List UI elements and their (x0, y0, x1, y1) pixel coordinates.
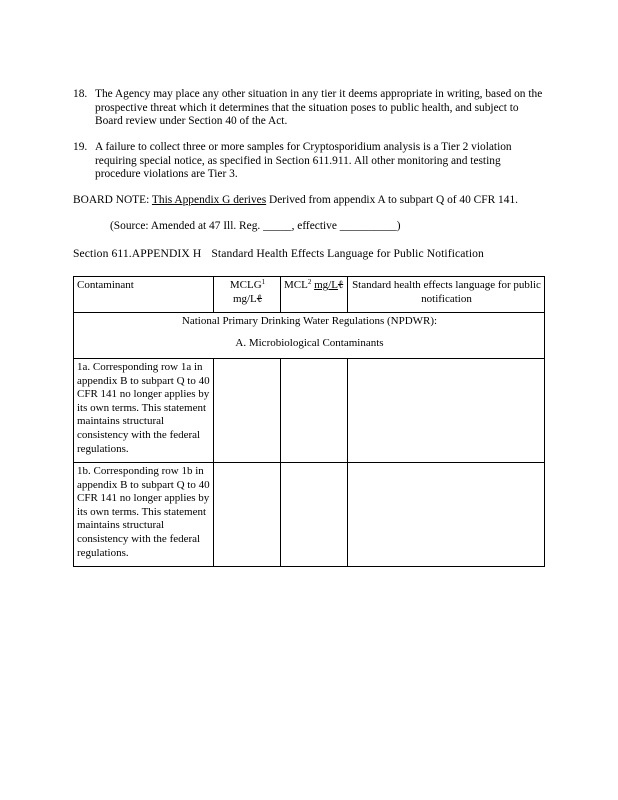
board-note-underlined: This Appendix G derives (151, 194, 267, 206)
mcl-cell (281, 463, 348, 567)
item-number: 19. (73, 141, 88, 153)
item-text: A failure to collect three or more samples for Cryptosporidium analysis is a Tier 2 violation requiring special notice, as specified in Section 611.911. All other monitoring and testing procedure violations are Tier 3. (95, 141, 512, 181)
language-cell (348, 359, 545, 463)
microbiological-heading: A. Microbiological Contaminants (235, 336, 384, 349)
header-contaminant: Contaminant (74, 277, 214, 313)
section-label: Section 611.APPENDIX H (73, 247, 202, 260)
npdwr-heading: National Primary Drinking Water Regulations (NPDWR): (181, 315, 438, 327)
table-section-cell (74, 313, 545, 359)
section-title: Standard Health Effects Language for Public Notification (211, 247, 484, 260)
table-row (74, 359, 545, 463)
mclg-cell (214, 463, 281, 567)
header-mcl: MCL$^2$ mg/Lℓ (281, 277, 348, 313)
language-cell (348, 463, 545, 567)
table-section-row (74, 313, 545, 359)
contaminant-cell: 1a. Corresponding row 1a in appendix B to subpart Q to 40 CFR 141 no longer applies by its own terms. This statement maintains structural consistency with the federal regulations. (74, 359, 214, 463)
contaminant-cell: 1b. Corresponding row 1b in appendix B to subpart Q to 40 CFR 141 no longer applies by its own terms. This statement maintains structural consistency with the federal regulations. (74, 463, 214, 567)
list-item-19 (73, 141, 548, 182)
table-row (74, 463, 545, 567)
health-effects-table (73, 276, 545, 567)
mcl-cell (281, 359, 348, 463)
header-mclg: MCLG$^1$ mg/Lℓ (214, 277, 281, 313)
source-line: (Source: Amended at 47 Ill. Reg. _____, effective __________) (110, 220, 401, 232)
mclg-cell (214, 359, 281, 463)
item-text: The Agency may place any other situation in any tier it deems appropriate in writing, based on the prospective threat which it determines that the situation poses to public health, and subject to Board review under Section 40 of the Act. (95, 88, 543, 128)
board-note (73, 194, 518, 206)
section-heading (73, 247, 484, 260)
item-number: 18. (73, 88, 88, 100)
board-note-prefix: BOARD NOTE: (73, 194, 150, 206)
board-note-text: Derived from appendix A to subpart Q of 40 CFR 141. (269, 194, 518, 206)
table-header-row (74, 277, 545, 313)
list-item-18 (73, 88, 548, 129)
header-health-effects-language: Standard health effects language for public notification (348, 277, 545, 313)
